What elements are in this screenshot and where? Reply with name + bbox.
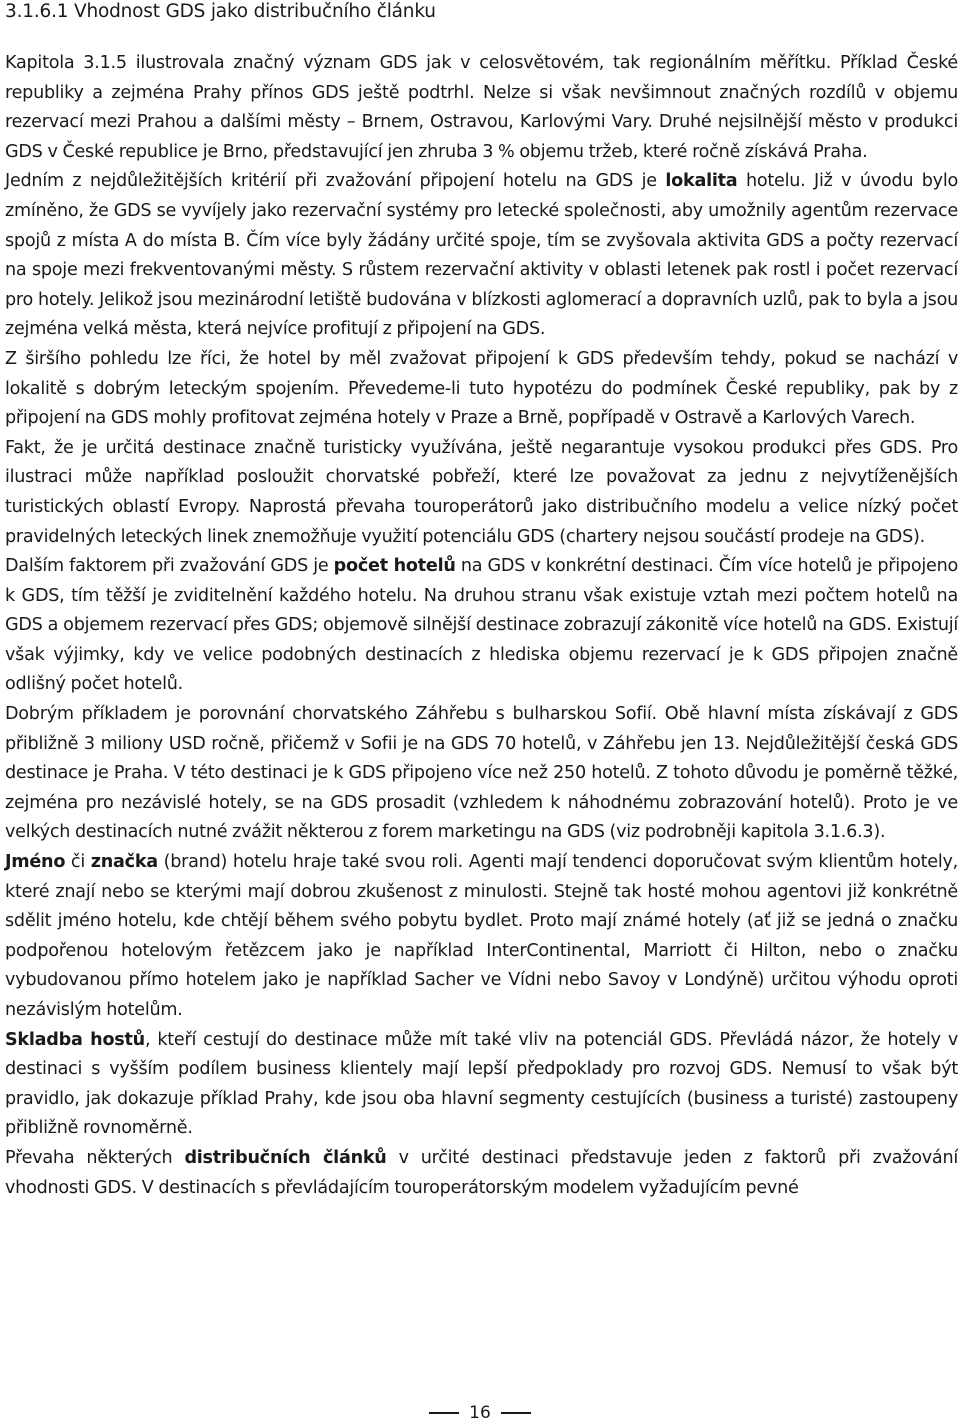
text-run: (brand) hotelu hraje také svou roli. Agenti mají tendenci doporučovat svým klientům hotely, které znají nebo se kterými mají dobrou zkušenost z minulosti. Stejně tak hosté mohou agentovi již konkrétně sdělit jméno hotelu, kde chtějí během svého pobytu bydlet. Proto mají známé hotely (ať již se jedná o značku podpořenou hotelovým řetězcem jako je například InterContinental, Marriott či Hilton, nebo o značku vybudovanou přímo hotelem jako je například Sacher ve Vídni nebo Savoy v Londýně) určitou výhodu oproti nezávislým hotelům. xyxy=(5,852,958,1020)
text-run: či xyxy=(65,852,91,873)
emphasis-text: počet hotelů xyxy=(333,556,456,577)
emphasis-text: Skladba hostů xyxy=(5,1029,145,1050)
text-run: Fakt, že je určitá destinace značně turisticky využívána, ještě negarantuje vysokou produkci přes GDS. Pro ilustraci může například posloužit chorvatské pobřeží, které lze považovat za jednu z nejvytíženějších turistických oblastí Evropy. Naprostá převaha touroperátorů jako distribučního modelu a velice nízký počet pravidelných leteckých linek znemožňuje využití potenciálu GDS (chartery nejsou součástí prodeje na GDS). xyxy=(5,437,958,547)
body-text xyxy=(5,49,958,1203)
text-run: Dalším faktorem při zvažování GDS je xyxy=(5,556,334,577)
text-run: Převaha některých xyxy=(5,1147,185,1168)
section-heading: 3.1.6.1 Vhodnost GDS jako distribučního článku xyxy=(5,1,436,22)
emphasis-text: značka xyxy=(90,852,158,873)
emphasis-text: lokalita xyxy=(665,171,738,192)
emphasis-text: distribučních článků xyxy=(184,1147,387,1168)
paragraph-locality xyxy=(5,167,958,345)
paragraph-guest-mix xyxy=(5,1026,958,1144)
paragraph-hotel-count xyxy=(5,552,958,700)
paragraph-intro xyxy=(5,49,958,167)
text-run: hotelu. Již v úvodu bylo zmíněno, že GDS se vyvíjely jako rezervační systémy pro letecké společnosti, aby umožnily agentům rezervace spojů z místa A do místa B. Čím více byly žádány určité spoje, tím se zvyšovala aktivita GDS a počty rezervací na spoje mezi frekventovanými městy. S růstem rezervační aktivity v oblasti letenek pak rostl i počet rezervací pro hotely. Jelikož jsou mezinárodní letiště budována v blízkosti aglomerací a dopravních uzlů, pak to byla a jsou zejména velká města, která nejvíce profitují z připojení na GDS. xyxy=(5,171,958,340)
text-run: Dobrým příkladem je porovnání chorvatského Záhřebu s bulharskou Sofií. Obě hlavní místa získávají z GDS přibližně 3 miliony USD ročně, přičemž v Sofii je na GDS 70 hotelů, v Záhřebu jen 13. Nejdůležitější česká GDS destinace je Praha. V této destinaci je k GDS připojeno více než 250 hotelů. Z tohoto důvodu je poměrně těžké, zejména pro nezávislé hotely, se na GDS prosadit (vzhledem k náhodnému zobrazování hotelů). Proto je ve velkých destinacích nutné zvážit některou z forem marketingu na GDS (viz podrobněji kapitola 3.1.6.3). xyxy=(5,704,958,843)
text-run: Jedním z nejdůležitějších kritérií při zvažování připojení hotelu na GDS je xyxy=(5,171,666,192)
page-number: 16 xyxy=(469,1403,491,1423)
page-footer xyxy=(0,1402,960,1424)
text-run: v určité destinaci představuje jeden z faktorů při zvažování vhodnosti GDS. V destinacích s převládajícím touroperátorským modelem vyžadujícím pevné xyxy=(5,1147,959,1198)
emphasis-text: Jméno xyxy=(5,852,66,873)
paragraph-distribution xyxy=(5,1144,958,1203)
text-run: Z širšího pohledu lze říci, že hotel by měl zvažovat připojení k GDS především tehdy, pokud se nachází v lokalitě s dobrým leteckým spojením. Převedeme-li tuto hypotézu do podmínek České republiky, pak by z připojení na GDS mohly profitovat zejména hotely v Praze a Brně, popřípadě v Ostravě a Karlových Varech. xyxy=(5,348,958,429)
text-run: na GDS v konkrétní destinaci. Čím více hotelů je připojeno k GDS, tím těžší je zviditelnění každého hotelu. Na druhou stranu však existuje vztah mezi počtem hotelů na GDS a objemem rezervací přes GDS; objemově silnější destinace zobrazují zákonitě více hotelů na GDS. Existují však výjimky, kdy ve velice podobných destinacích z hlediska objemu rezervací je k GDS připojen značně odlišný počet hotelů. xyxy=(5,556,958,695)
paragraph-wider-view xyxy=(5,345,958,434)
paragraph-brand xyxy=(5,848,958,1026)
footer-dash-right xyxy=(501,1412,531,1413)
paragraph-tourism xyxy=(5,434,958,552)
paragraph-example xyxy=(5,700,958,848)
footer-dash-left xyxy=(429,1412,459,1413)
document-page xyxy=(5,0,958,1203)
text-run: , kteří cestují do destinace může mít také vliv na potenciál GDS. Převládá názor, že hotely v destinaci s vyšším podílem business klientely mají lepší předpoklady pro rozvoj GDS. Nemusí to však být pravidlo, jak dokazuje příklad Prahy, kde jsou oba hlavní segmenty cestujících (business a turisté) zastoupeny přibližně rovnoměrně. xyxy=(5,1029,959,1139)
text-run: Kapitola 3.1.5 ilustrovala značný význam GDS jak v celosvětovém, tak regionálním měřítku. Příklad České republiky a zejména Prahy přínos GDS ještě podtrhl. Nelze si však nevšimnout značných rozdílů v objemu rezervací mezi Prahou a dalšími městy – Brnem, Ostravou, Karlovými Vary. Druhé nejsilnější město v produkci GDS v České republice je Brno, představující jen zhruba 3 % objemu tržeb, které ročně získává Praha. xyxy=(5,53,958,162)
